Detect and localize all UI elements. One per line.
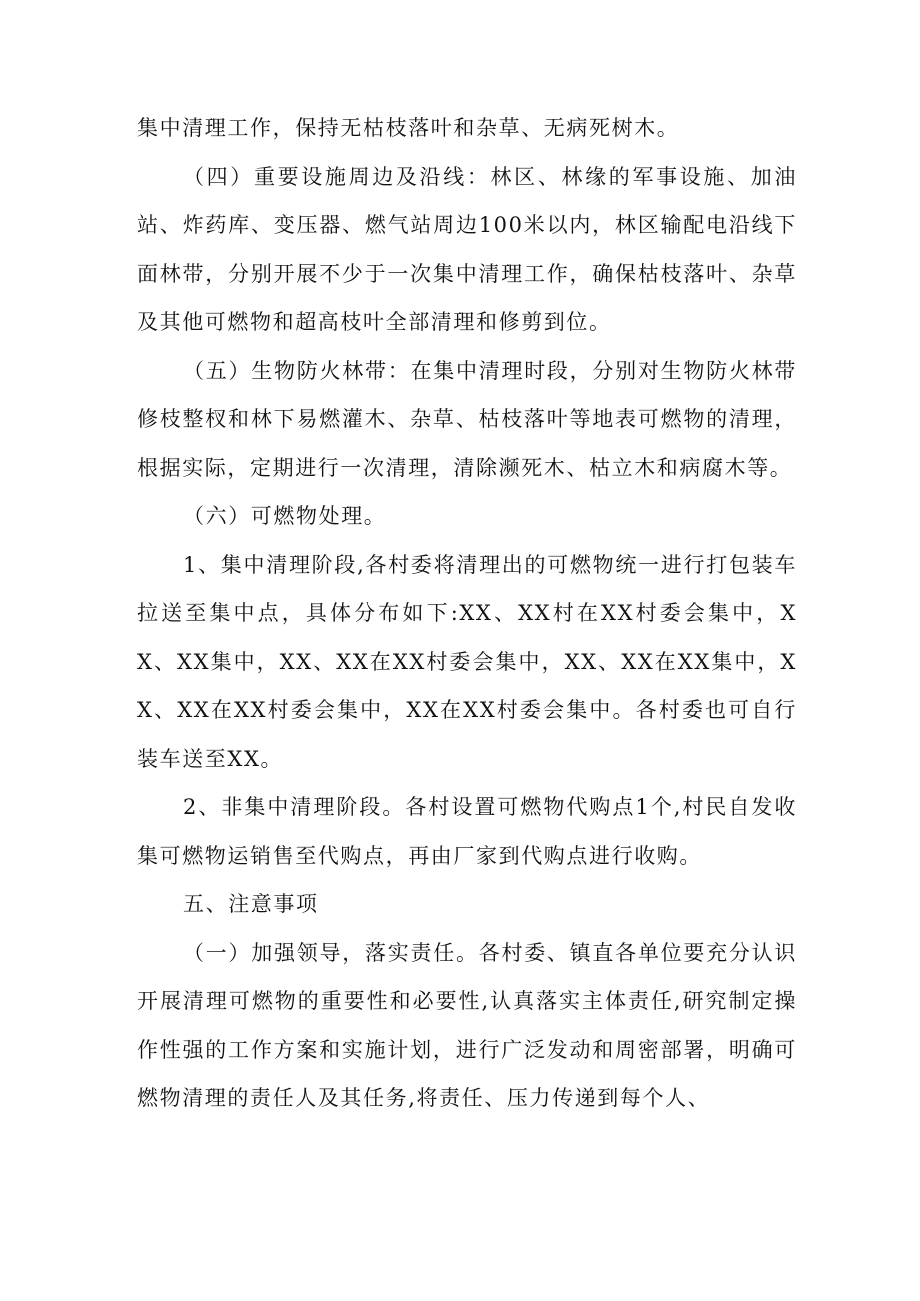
- section-heading-notes: 五、注意事项: [183, 892, 319, 916]
- paragraph-non-centralized-stage: 2、非集中清理阶段。各村设置可燃物代购点1个,村民自发收集可燃物运销售至代购点，再由厂家到代购点进行收购。: [137, 795, 797, 868]
- paragraph-leadership: （一）加强领导，落实责任。各村委、镇直各单位要充分认识开展清理可燃物的重要性和必要性,认真落实主体责任,研究制定操作性强的工作方案和实施计划，进行广泛发动和周密部署，明确可燃物清理的责任人及其任务,将责任、压力传递到每个人、: [137, 940, 797, 1110]
- paragraph-centralized-stage: 1、集中清理阶段,各村委将清理出的可燃物统一进行打包装车拉送至集中点，具体分布如下:XX、XX村在XX村委会集中，XX、XX集中，XX、XX在XX村委会集中，XX、XX在XX集中，XX、XX在XX村委会集中，XX在XX村委会集中。各村委也可自行装车送至XX。: [137, 552, 797, 771]
- document-body: [137, 104, 797, 1123]
- paragraph-fuel-handling-heading: （六）可燃物处理。: [183, 504, 387, 528]
- paragraph-facilities: （四）重要设施周边及沿线：林区、林缘的军事设施、加油站、炸药库、变压器、燃气站周边100米以内，林区输配电沿线下面林带，分别开展不少于一次集中清理工作，确保枯枝落叶、杂草及其他可燃物和超高枝叶全部清理和修剪到位。: [137, 164, 797, 334]
- paragraph-firebreak: （五）生物防火林带：在集中清理时段，分别对生物防火林带修枝整杈和林下易燃灌木、杂草、枯枝落叶等地表可燃物的清理，根据实际，定期进行一次清理，清除濒死木、枯立木和病腐木等。: [137, 358, 797, 480]
- paragraph-continuation: 集中清理工作，保持无枯枝落叶和杂草、无病死树木。: [137, 116, 680, 140]
